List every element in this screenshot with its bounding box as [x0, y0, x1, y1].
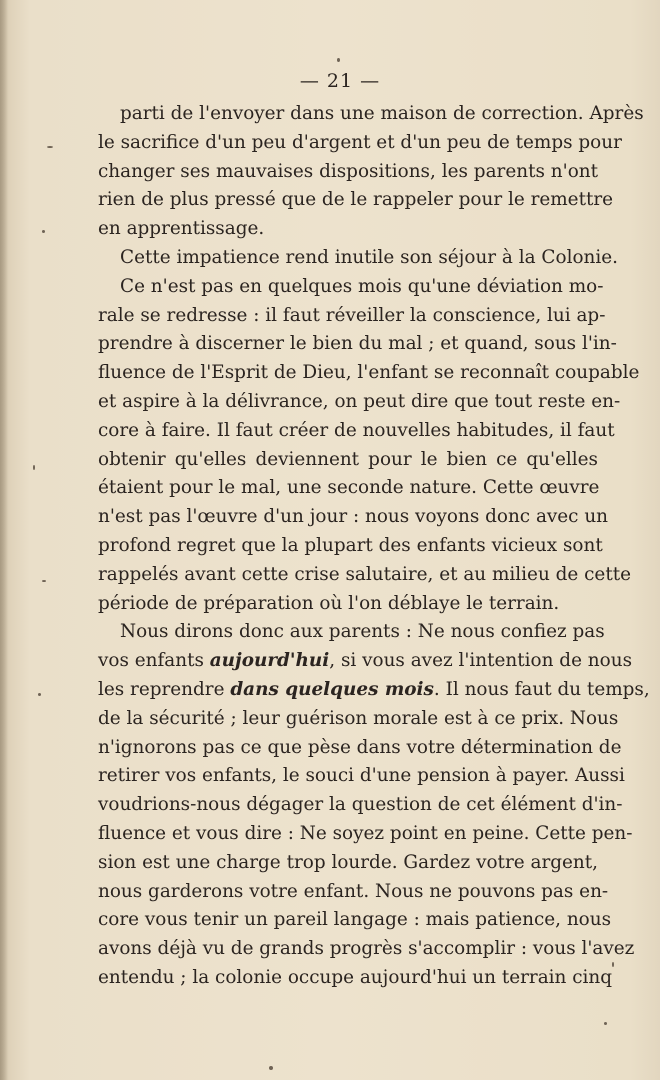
- text-segment: . Il nous faut du temps,: [433, 678, 650, 700]
- text-segment: fluence et vous dire : Ne soyez point en peine. Cette pen-: [98, 822, 633, 844]
- text-line: [98, 186, 614, 215]
- text-segment: retirer vos enfants, le souci d'une pension à payer. Aussi: [98, 765, 625, 787]
- text-line: [98, 244, 618, 273]
- text-line: [98, 964, 613, 993]
- text-segment: parti de l'envoyer dans une maison de correction. Après: [120, 103, 644, 124]
- text-line: [98, 129, 622, 158]
- text-line: [98, 273, 604, 302]
- page-number: — 21 —: [299, 70, 381, 92]
- text-segment: changer ses mauvaises dispositions, les parents n'ont: [98, 160, 598, 182]
- text-segment: fluence de l'Esprit de Dieu, l'enfant se reconnaît coupable: [98, 362, 640, 384]
- text-line: [98, 705, 619, 734]
- paper-speck: [612, 962, 614, 967]
- text-line: [98, 820, 633, 849]
- paper-speck: [33, 465, 35, 470]
- paper-speck: [42, 580, 46, 582]
- text-line: [98, 676, 650, 705]
- text-segment: les reprendre: [98, 678, 231, 700]
- text-segment: voudrions-nous dégager la question de cet élément d'in-: [98, 794, 623, 816]
- text-segment: n'est pas l'œuvre d'un jour : nous voyons donc avec un: [98, 506, 609, 528]
- text-line: [98, 791, 623, 820]
- text-line: [98, 330, 617, 359]
- paper-speck: [38, 693, 41, 696]
- text-segment: profond regret que la plupart des enfants vicieux sont: [98, 534, 603, 556]
- text-segment: période de préparation où l'on déblaye le terrain.: [98, 592, 560, 614]
- text-segment: core vous tenir un pareil langage : mais patience, nous: [98, 909, 612, 931]
- text-segment: prendre à discerner le bien du mal ; et quand, sous l'in-: [98, 333, 617, 355]
- text-line: [98, 532, 603, 561]
- text-segment: de la sécurité ; leur guérison morale est à ce prix. Nous: [98, 707, 619, 729]
- text-line: [98, 503, 609, 532]
- text-line: [98, 446, 598, 475]
- text-segment: avons déjà vu de grands progrès s'accomplir : vous l'avez: [98, 938, 635, 960]
- text-line: [98, 359, 640, 388]
- page-spine-shadow: [0, 0, 8, 1080]
- text-line: [98, 618, 605, 647]
- text-segment: obtenir qu'elles deviennent pour le bien ce qu'elles: [98, 448, 598, 470]
- italic-emphasis: dans quelques mois: [230, 678, 434, 700]
- text-line: [98, 388, 621, 417]
- text-line: [98, 647, 633, 676]
- paper-speck: [42, 230, 45, 233]
- text-segment: étaient pour le mal, une seconde nature. Cette œuvre: [98, 477, 600, 499]
- text-segment: n'ignorons pas ce que pèse dans votre détermination de: [98, 736, 622, 758]
- paper-speck: [604, 1022, 607, 1025]
- text-line: [98, 734, 622, 763]
- text-line: [98, 935, 635, 964]
- paper-speck: [269, 1066, 273, 1070]
- text-segment: entendu ; la colonie occupe aujourd'hui un terrain cinq: [98, 966, 613, 988]
- text-segment: Cette impatience rend inutile son séjour à la Colonie.: [120, 246, 618, 268]
- text-line: [98, 762, 625, 791]
- paper-speck: [337, 58, 340, 62]
- text-segment: rappelés avant cette crise salutaire, et au milieu de cette: [98, 563, 631, 585]
- text-line: [98, 215, 598, 244]
- body-text: [98, 100, 650, 993]
- text-line: [98, 158, 598, 187]
- text-segment: en apprentissage.: [98, 218, 265, 240]
- text-line: [98, 849, 598, 878]
- text-line: [98, 100, 644, 129]
- text-segment: rale se redresse : il faut réveiller la conscience, lui ap-: [98, 304, 606, 326]
- paper-speck: [47, 146, 53, 148]
- text-segment: vos enfants: [98, 650, 210, 672]
- text-line: [98, 906, 612, 935]
- text-line: [98, 302, 606, 331]
- text-segment: et aspire à la délivrance, on peut dire que tout reste en-: [98, 390, 621, 412]
- text-segment: core à faire. Il faut créer de nouvelles habitudes, il faut: [98, 419, 615, 441]
- text-segment: nous garderons votre enfant. Nous ne pouvons pas en-: [98, 880, 609, 902]
- text-segment: sion est une charge trop lourde. Gardez votre argent,: [98, 851, 598, 873]
- text-segment: le sacrifice d'un peu d'argent et d'un peu de temps pour: [98, 131, 622, 153]
- text-segment: Nous dirons donc aux parents : Ne nous confiez pas: [120, 621, 605, 643]
- text-line: [98, 590, 598, 619]
- text-line: [98, 417, 615, 446]
- text-line: [98, 561, 631, 590]
- text-line: [98, 878, 609, 907]
- text-segment: rien de plus pressé que de le rappeler pour le remettre: [98, 189, 614, 211]
- italic-emphasis: aujourd'hui: [209, 650, 330, 672]
- text-line: [98, 474, 598, 503]
- text-segment: , si vous avez l'intention de nous: [329, 650, 633, 672]
- text-segment: Ce n'est pas en quelques mois qu'une déviation mo-: [120, 275, 604, 297]
